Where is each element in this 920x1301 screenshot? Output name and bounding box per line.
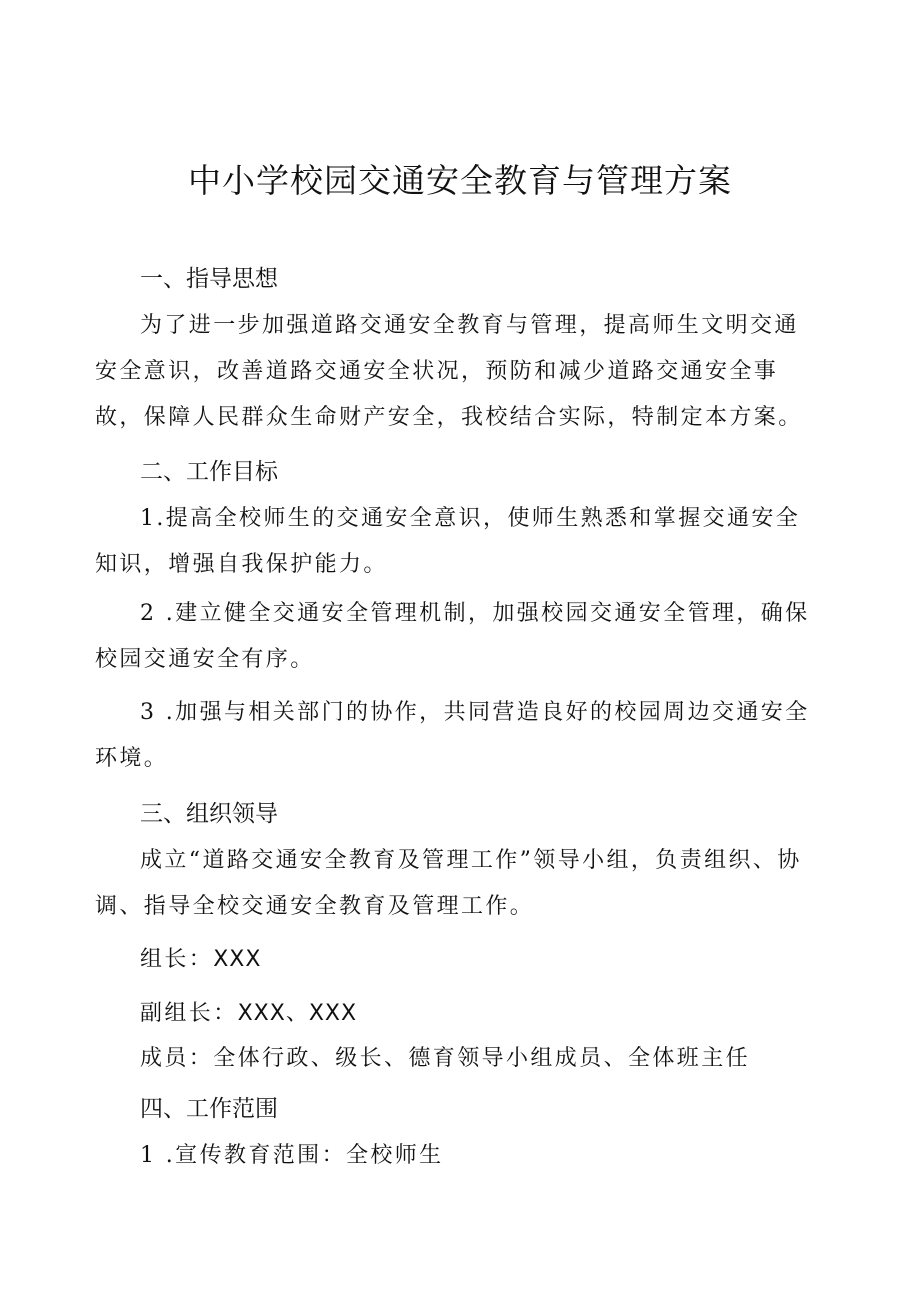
section-heading-organization: 三、组织领导 xyxy=(140,801,278,827)
deputy-leader-value: XXX、XXX xyxy=(237,1001,358,1026)
leader-label: 组长： xyxy=(140,947,214,972)
organization-paragraph: 成立“道路交通安全教育及管理工作”领导小组，负责组织、协调、指导全校交通安全教育及管理工作。 xyxy=(95,848,802,919)
document-title: 中小学校园交通安全教育与管理方案 xyxy=(188,161,732,200)
work-scope-item-1: 1 .宣传教育范围：全校师生 xyxy=(140,1143,444,1168)
leader-line xyxy=(140,943,261,977)
work-goal-item-1: 1.提高全校师生的交通安全意识，使师生熟悉和掌握交通安全知识，增强自我保护能力。 xyxy=(95,506,801,577)
section-heading-work-goals: 二、工作目标 xyxy=(140,459,278,485)
members-line: 成员：全体行政、级长、德育领导小组成员、全体班主任 xyxy=(140,1046,751,1071)
section-heading-work-scope: 四、工作范围 xyxy=(140,1096,278,1122)
work-goal-item-2: 2 .建立健全交通安全管理机制，加强校园交通安全管理，确保校园交通安全有序。 xyxy=(95,601,810,672)
work-goal-item-3: 3 .加强与相关部门的协作，共同营造良好的校园周边交通安全环境。 xyxy=(95,700,810,771)
leader-value: XXX xyxy=(213,947,262,972)
deputy-leader-line xyxy=(140,997,357,1031)
deputy-leader-label: 副组长： xyxy=(140,1001,238,1026)
guiding-ideology-paragraph: 为了进一步加强道路交通安全教育与管理，提高师生文明交通安全意识，改善道路交通安全状况，预防和减少道路交通安全事故，保障人民群众生命财产安全，我校结合实际，特制定本方案。 xyxy=(95,313,803,430)
section-heading-guiding-ideology: 一、指导思想 xyxy=(140,266,278,292)
